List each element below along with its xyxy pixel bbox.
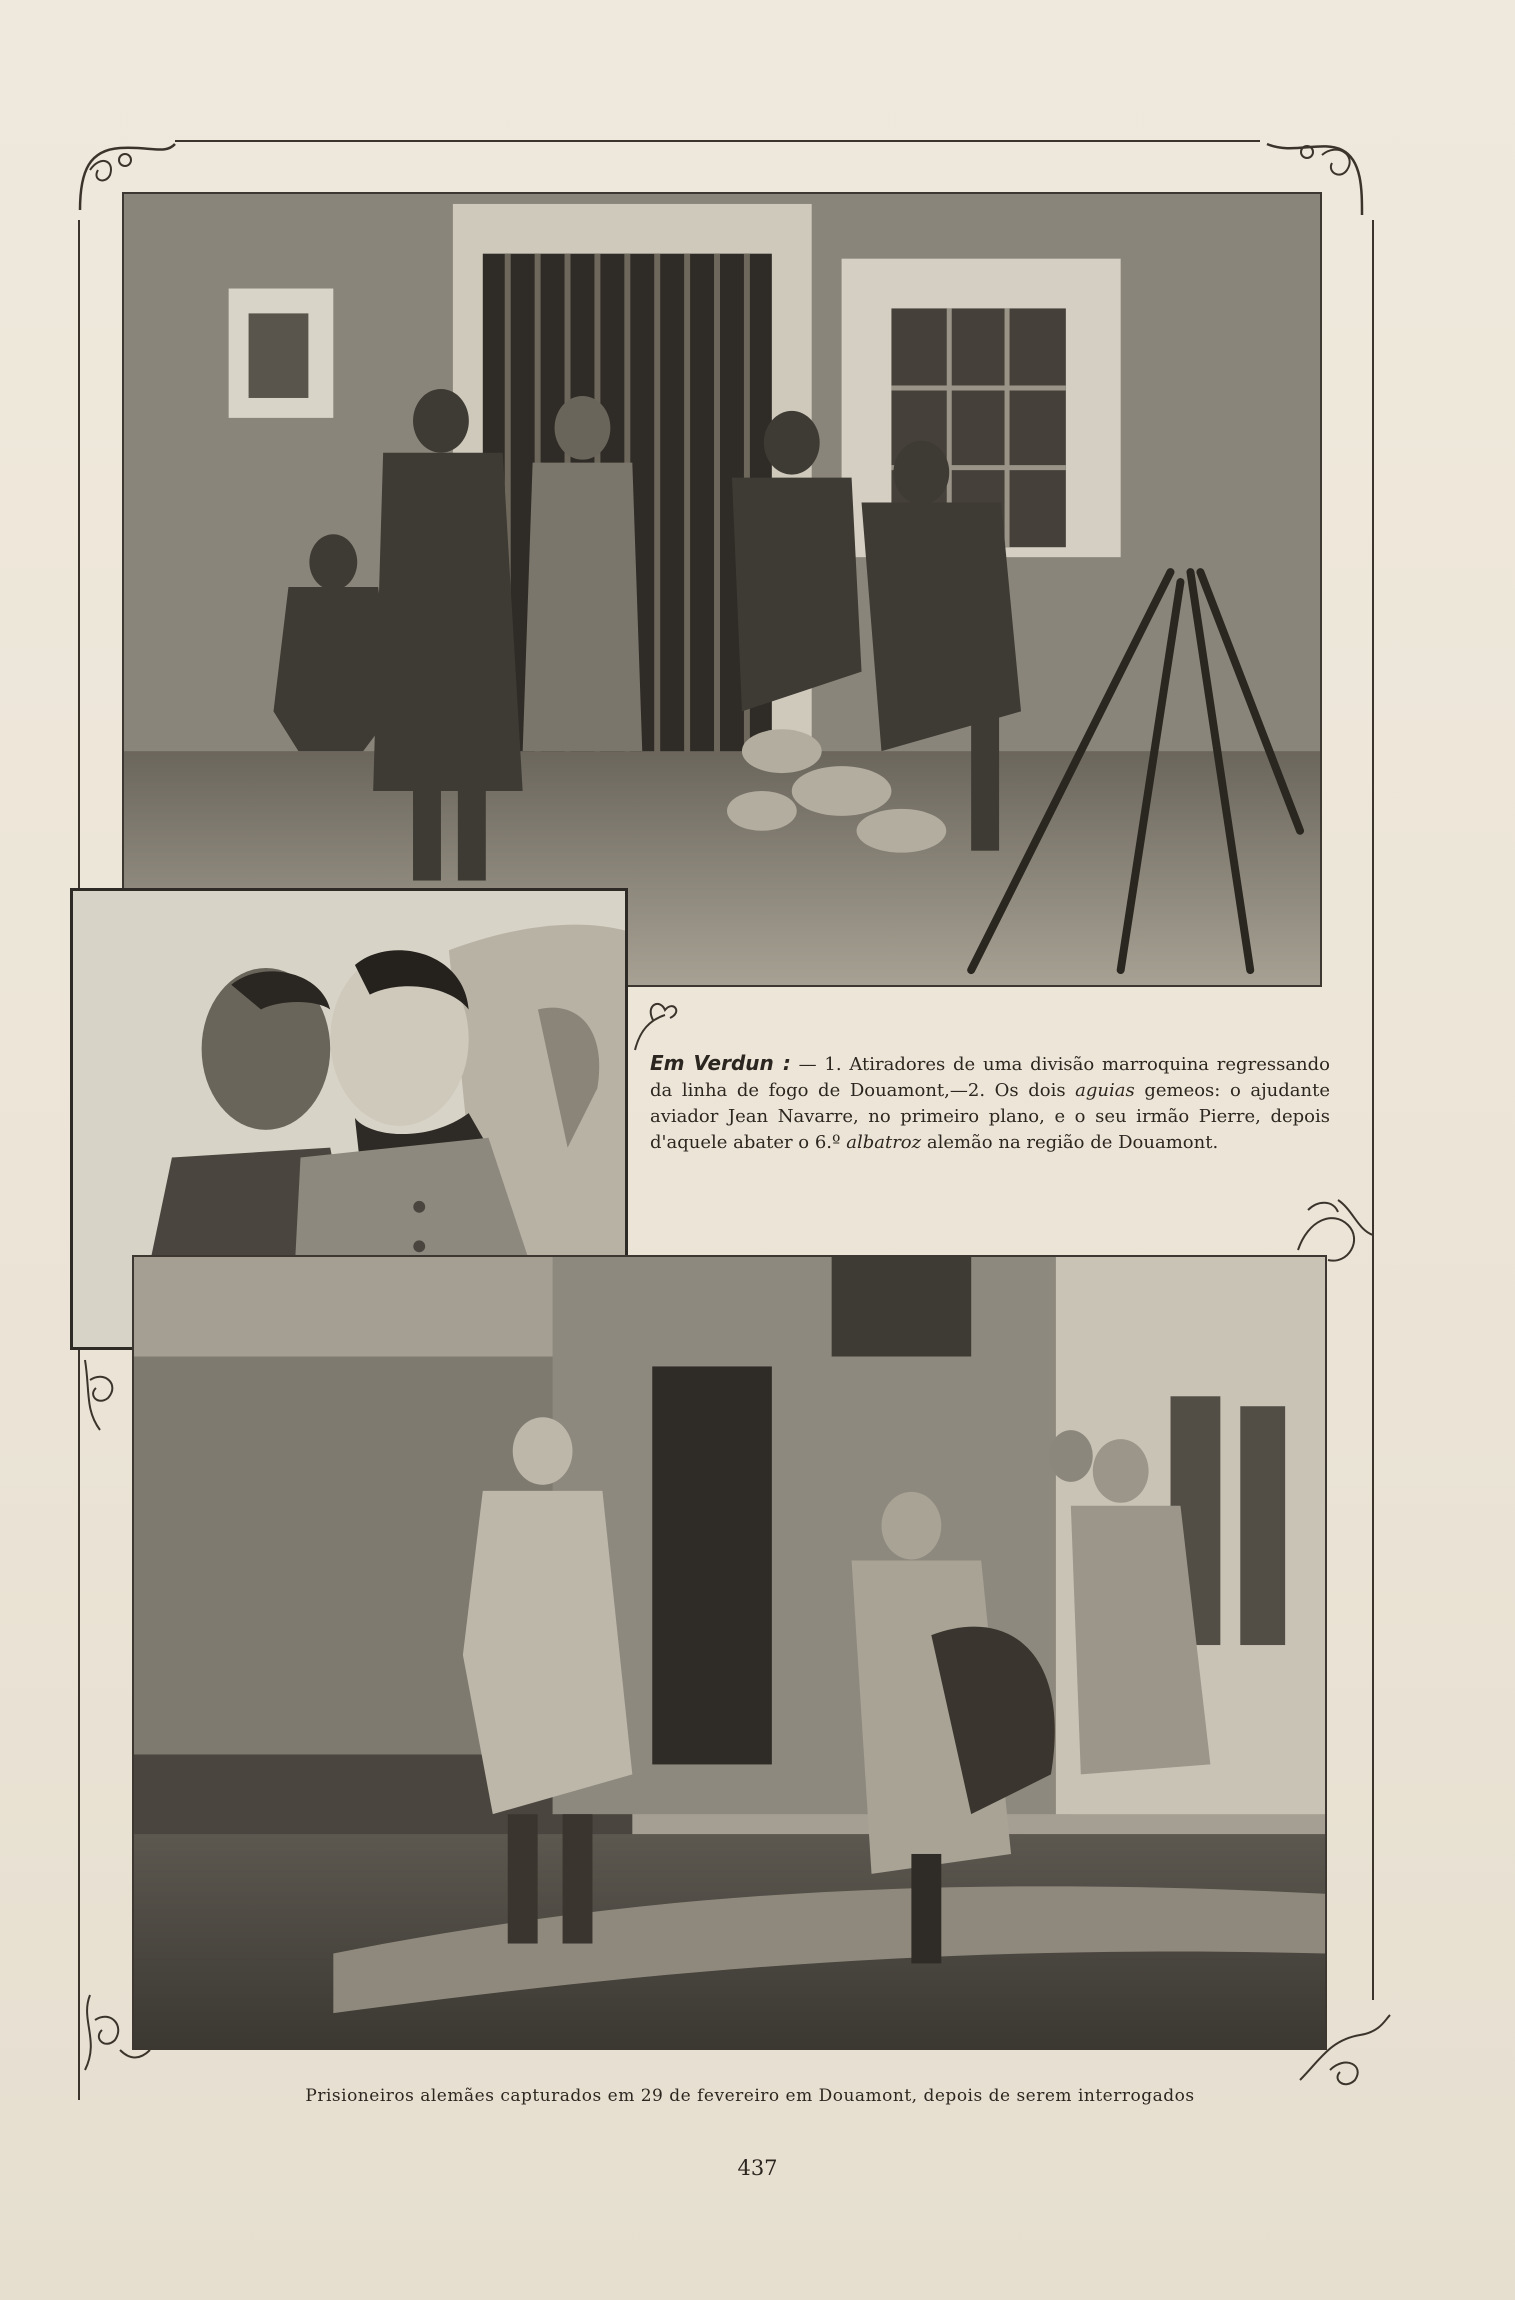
caption-text-2: gemeos: o ajudante aviador Jean Navarre, no primeiro plano, e o seu irmão Pierre, depois d'aquele abater o 6.º — [650, 1080, 1330, 1153]
photo-caption — [650, 1050, 1330, 1260]
caption-emphasis-aguias: aguias — [1075, 1080, 1135, 1101]
prisoners-caption: Prisioneiros alemães capturados em 29 de fevereiro em Douamont, depois de serem interrogados — [305, 2086, 1195, 2106]
caption-lead: Em Verdun : — [650, 1051, 791, 1075]
caption-emphasis-albatroz: albatroz — [846, 1132, 922, 1153]
caption-text-1: — 1. Atiradores de uma divisão marroquina regressando da linha de fogo de Douamont,—2. Os dois — [650, 1054, 1330, 1101]
caption-text-3: alemão na região de Douamont. — [921, 1132, 1219, 1153]
photo-german-prisoners — [132, 1255, 1327, 2050]
page-number: 437 — [737, 2156, 778, 2180]
photo-moroccan-riflemen — [122, 192, 1322, 987]
frame-right-line — [1372, 220, 1374, 2000]
frame-top-line — [175, 140, 1260, 142]
